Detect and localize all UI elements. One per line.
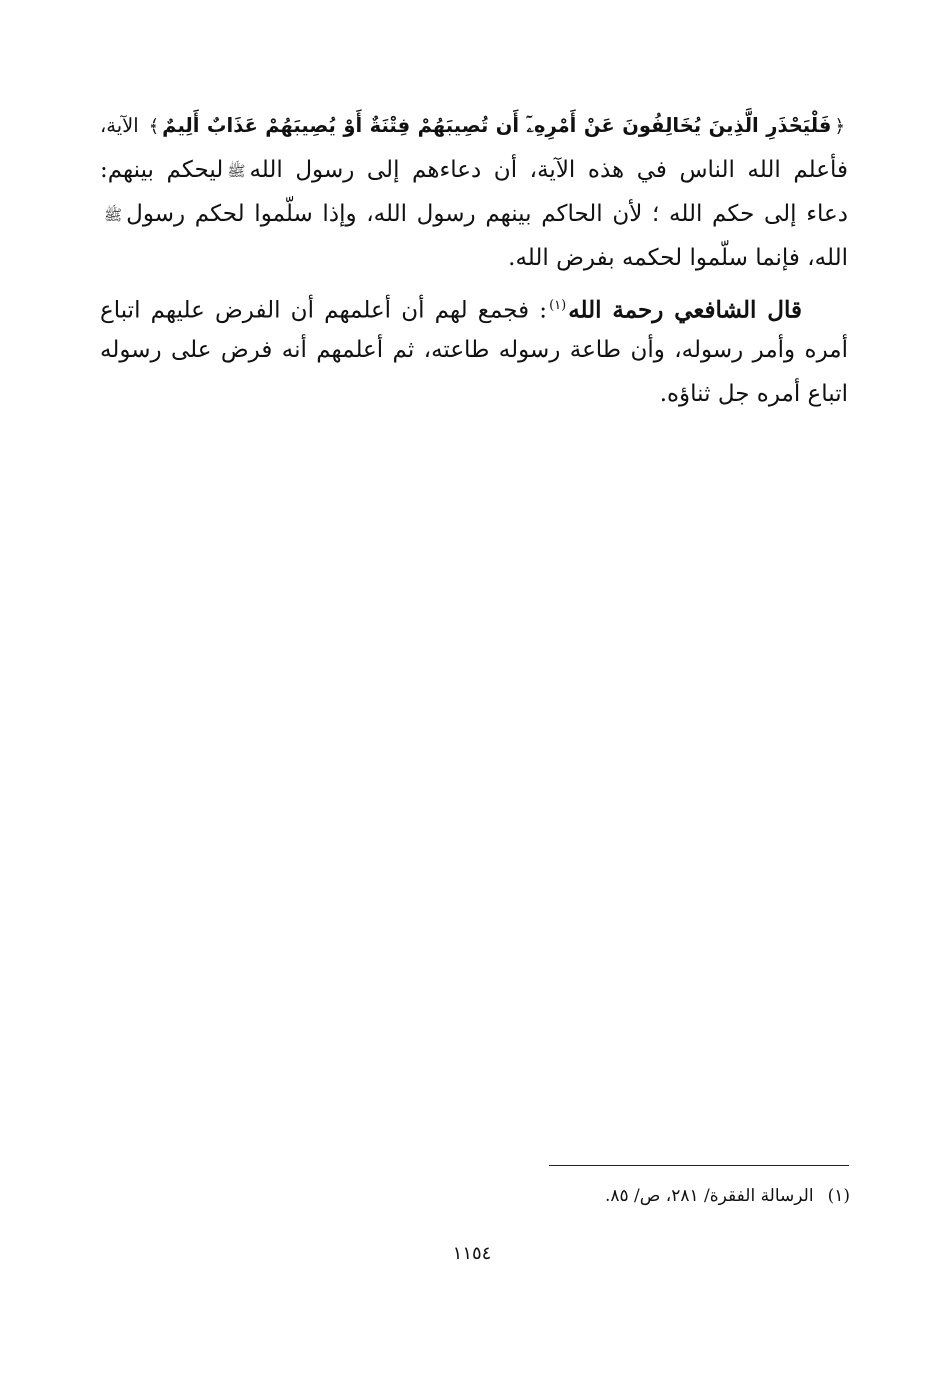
main-text: [100, 104, 848, 416]
footnote-number: (١): [827, 1186, 850, 1206]
verse-text: فَلْيَحْذَرِ الَّذِينَ يُخَالِفُونَ عَنْ أَمْرِهِۦٓ أَن تُصِيبَهُمْ فِتْنَةٌ أَوْ يُصِيبَهُمْ عَذَابٌ أَلِيمٌ: [162, 114, 832, 137]
paragraph1-line3: [100, 192, 848, 236]
paragraph1-line4: الله، فإنما سلّموا لحكمه بفرض الله.: [508, 245, 848, 271]
verse-close-bracket: ﴾: [148, 116, 160, 137]
footnote-ref-marker[interactable]: (١): [549, 298, 567, 313]
paragraph2-line1: [100, 284, 848, 328]
paragraph1-line2: [100, 148, 848, 192]
p2-line1-rest: : فجمع لهم أن أعلمهم أن الفرض عليهم اتباع: [100, 297, 548, 324]
quran-verse: [162, 114, 831, 137]
paragraph2-line3: اتباع أمره جل ثناؤه.: [659, 381, 848, 407]
footnote-text: الرسالة الفقرة/ ٢٨١، ص/ ٨٥.: [604, 1186, 814, 1206]
author-name: قال الشافعي رحمة الله: [568, 296, 802, 324]
page-number: ١١٥٤: [452, 1243, 492, 1264]
p1-line2-part-a: فأعلم الله الناس في هذه الآية، أن دعاءهم إلى رسول الله: [249, 157, 848, 183]
footnote-divider: [549, 1165, 849, 1166]
verse-open-bracket: ﴿: [834, 116, 845, 137]
paragraph2-line2: أمره وأمر رسوله، وأن طاعة رسوله طاعته، ثم أعلمهم أنه فرض على رسوله: [100, 337, 848, 363]
honorific-icon: ﷺ: [227, 162, 246, 180]
verse-line: [100, 104, 848, 148]
honorific-icon: ﷺ: [104, 206, 123, 224]
footnote: [540, 1183, 850, 1209]
verse-suffix: الآية،: [100, 114, 139, 137]
p1-line2-part-b: ليحكم بينهم:: [100, 157, 224, 183]
p1-line3-text: دعاء إلى حكم الله ؛ لأن الحاكم بينهم رسول الله، وإذا سلّموا لحكم رسول: [126, 201, 848, 227]
